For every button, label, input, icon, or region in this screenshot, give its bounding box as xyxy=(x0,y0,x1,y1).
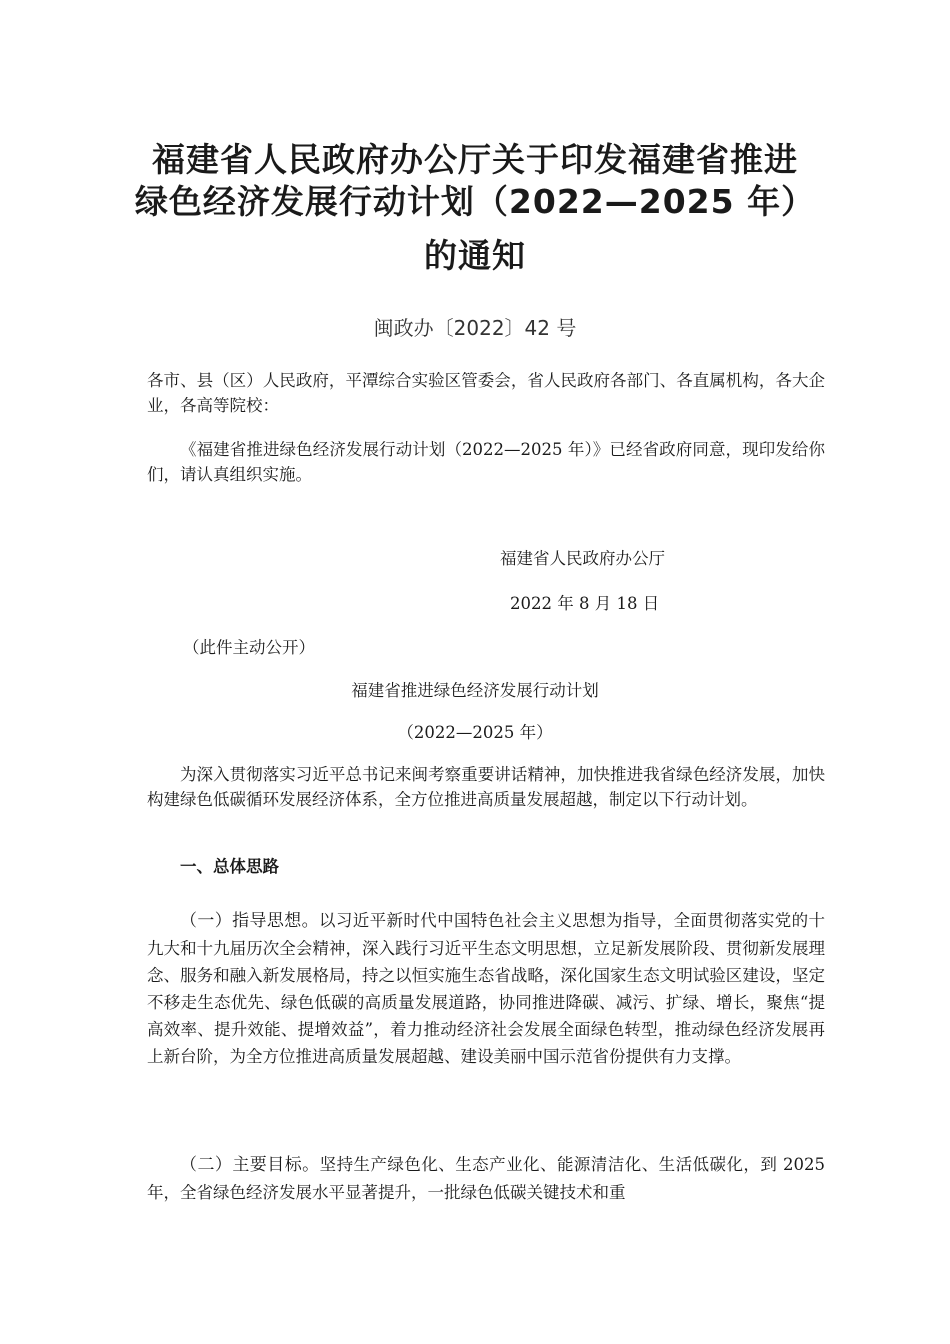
addressee-paragraph: 各市、县（区）人民政府，平潭综合实验区管委会，省人民政府各部门、各直属机构，各大企业，各高等院校： xyxy=(147,371,825,415)
plan-years: （2022—2025 年） xyxy=(397,723,553,742)
guiding-ideology-heading: （一）指导思想。 xyxy=(180,911,320,931)
guiding-ideology-text: 以习近平新时代中国特色社会主义思想为指导，全面贯彻落实党的十九大和十九届历次全会精神，深入践行习近平生态文明思想，立足新发展阶段、贯彻新发展理念、服务和融入新发展格局，持之以恒实施生态省战略，深化国家生态文明试验区建设，坚定不移走生态优先、绿色低碳的高质量发展道路，协同推进降碳、减污、扩绿、增长，聚焦“提高效率、提升效能、提增效益”，着力推动经济社会发展全面绿色转型，推动绿色经济发展再上新台阶，为全方位推进高质量发展超越、建设美丽中国示范省份提供有力支撑。 xyxy=(147,911,826,1066)
signature-organization: 福建省人民政府办公厅 xyxy=(500,549,665,568)
public-disclosure-note: （此件主动公开） xyxy=(183,638,315,657)
main-goals-heading: （二）主要目标。 xyxy=(180,1155,320,1175)
signature-date: 2022 年 8 月 18 日 xyxy=(510,594,660,613)
section-heading-overall-approach: 一、总体思路 xyxy=(180,857,279,876)
main-goals-paragraph xyxy=(147,1151,825,1206)
document-title-line-3: 的通知 xyxy=(424,236,526,275)
plan-title: 福建省推进绿色经济发展行动计划 xyxy=(351,681,599,700)
guiding-ideology-paragraph xyxy=(147,907,825,1070)
document-number: 闽政办〔2022〕42 号 xyxy=(373,316,577,340)
preface-paragraph: 为深入贯彻落实习近平总书记来闽考察重要讲话精神，加快推进我省绿色经济发展，加快构建绿色低碳循环发展经济体系，全方位推进高质量发展超越，制定以下行动计划。 xyxy=(147,765,825,809)
document-title-line-2: 绿色经济发展行动计划（2022—2025 年） xyxy=(134,182,816,221)
document-title-line-1: 福建省人民政府办公厅关于印发福建省推进 xyxy=(152,140,798,179)
main-goals-text: 坚持生产绿色化、生态产业化、能源清洁化、生活低碳化，到 2025 年，全省绿色经济发展水平显著提升，一批绿色低碳关键技术和重 xyxy=(147,1155,825,1202)
intro-paragraph: 《福建省推进绿色经济发展行动计划（2022—2025 年）》已经省政府同意，现印发给你们，请认真组织实施。 xyxy=(147,440,825,484)
